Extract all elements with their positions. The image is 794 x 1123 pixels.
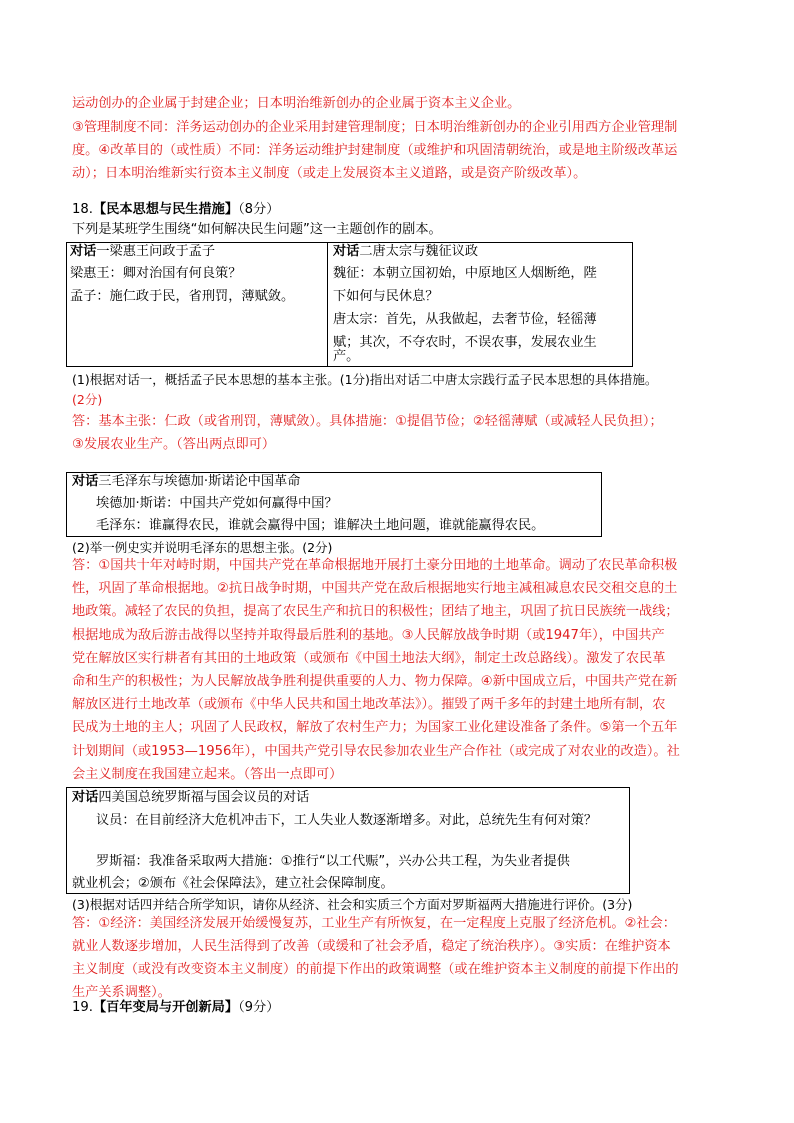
dialogue-2-line: 下如何与民休息？ <box>333 289 439 304</box>
sub-question-1: (1)根据对话一，概括孟子民本思想的基本主张。(1分)指出对话二中唐太宗践行孟子民本思想的具体措施。 <box>72 372 658 387</box>
dialogue-3-line: 埃德加·斯诺：中国共产党如何赢得中国？ <box>96 496 338 511</box>
answer-line: 动）；日本明治维新实行资本主义制度（或走上发展资本主义道路，或是资产阶级改革）。 <box>72 166 587 181</box>
answer-line: 运动创办的企业属于封建企业；日本明治维新创办的企业属于资本主义企业。 <box>72 96 521 111</box>
answer-2-line: 党在解放区实行耕者有其田的土地政策（或颁布《中国土地法大纲》，制定土改总路线）。激发了农民革 <box>72 650 666 666</box>
dialogue-4-line: 罗斯福：我准备采取两大措施：①推行“以工代赈”，兴办公共工程，为失业者提供 <box>96 854 570 869</box>
answer-1-line: 答：基本主张：仁政（或省刑罚，薄赋敛）。具体措施：①提倡节俭；②轻徭薄赋（或减轻人民负担）； <box>72 414 663 429</box>
answer-3-line: 主义制度（或没有改变资本主义制度）的前提下作出的政策调整（或在维护资本主义制度的前提下作出的 <box>72 962 679 977</box>
question-19-heading <box>72 996 279 1020</box>
dialogue-2-line: 唐太宗：首先，从我做起，去奢节俭，轻徭薄 <box>333 312 597 327</box>
dialogue-2-line: 产。 <box>333 349 360 364</box>
answer-2-line: 根据地成为敌后游击战得以坚持并取得最后胜利的基地。③人民解放战争时期（或1947年），中国共产 <box>72 627 665 643</box>
dialogue-2-title: 对话二唐太宗与魏征议政 <box>333 244 479 259</box>
dialogue-1-title: 对话一梁惠王问政于孟子 <box>70 244 216 259</box>
question-title: 【民本思想与民生措施】 <box>92 202 239 217</box>
question-title: 【百年变局与开创新局】 <box>92 1000 239 1015</box>
answer-line: 度。④改革目的（或性质）不同：洋务运动维护封建制度（或维护和巩固清朝统治，或是地主阶级改革运 <box>72 143 678 158</box>
answer-2-line: 计划期间（或1953—1956年），中国共产党引导农民参加农业生产合作社（或完成了对农业的改造）。社 <box>72 743 680 759</box>
answer-2-line: 答：①国共十年对峙时期，中国共产党在革命根据地开展打土豪分田地的土地革命。调动了农民革命积极 <box>72 558 678 573</box>
dialogue-4-line: 就业机会；②颁布《社会保障法》，建立社会保障制度。 <box>72 876 394 891</box>
dialogue-1-line: 梁惠王：卿对治国有何良策？ <box>70 266 242 281</box>
question-number: 18. <box>72 202 93 217</box>
table-divider <box>327 242 328 367</box>
answer-3-line: 答：①经济：美国经济发展开始缓慢复苏，工业生产有所恢复，在一定程度上克服了经济危机。②社会： <box>72 916 676 931</box>
question-intro: 下列是某班学生围绕“如何解决民生问题”这一主题创作的剧本。 <box>72 222 442 237</box>
sub-question-2: (2)举一例史实并说明毛泽东的思想主张。(2分) <box>72 540 333 555</box>
dialogue-3-title: 对话三毛泽东与埃德加·斯诺论中国革命 <box>72 474 301 489</box>
answer-2-line: 民成为土地的主人；巩固了人民政权，解放了农村生产力；为国家工业化建设准备了条件。⑤第一个五年 <box>72 720 678 736</box>
dialogue-1-line: 孟子：施仁政于民，省刑罚，薄赋敛。 <box>70 289 295 304</box>
question-score: （8分） <box>238 202 280 217</box>
answer-line: ③管理制度不同：洋务运动创办的企业采用封建管理制度；日本明治维新创办的企业引用西方企业管理制 <box>72 120 678 135</box>
answer-2-line: 会主义制度在我国建立起来。（答出一点即可） <box>72 766 343 782</box>
answer-1-line: ③发展农业生产。（答出两点即可） <box>72 437 276 452</box>
dialogue-4-line: 议员：在目前经济大危机冲击下，工人失业人数逐渐增多。对此，总统先生有何对策？ <box>96 813 598 828</box>
answer-3-line: 就业人数逐步增加，人民生活得到了改善（或缓和了社会矛盾，稳定了统治秩序）。③实质：在维护资本 <box>72 939 671 954</box>
dialogue-2-line: 赋；其次，不夺农时，不误农事，发展农业生 <box>333 335 597 350</box>
question-score: （9分） <box>238 1000 280 1015</box>
answer-2-line: 性，巩固了革命根据地。②抗日战争时期，中国共产党在敌后根据地实行地主减租减息农民交租交息的土 <box>72 581 678 597</box>
question-number: 19. <box>72 1000 93 1015</box>
dialogue-3-line: 毛泽东：谁赢得农民，谁就会赢得中国；谁解决土地问题，谁就能赢得农民。 <box>96 518 545 533</box>
answer-2-line: 命和生产的积极性；为人民解放战争胜利提供重要的人力、物力保障。④新中国成立后，中国共产党在新 <box>72 674 678 689</box>
answer-2-line: 地政策。减轻了农民的负担，提高了农民生产和抗日的积极性；团结了地主，巩固了抗日民族统一战线； <box>72 604 679 620</box>
dialogue-2-line: 魏征：本朝立国初始，中原地区人烟断绝，陛 <box>333 266 597 281</box>
answer-3-line: 生产关系调整）。 <box>72 985 171 1000</box>
answer-2-line: 解放区进行土地改革（或颁布《中华人民共和国土地改革法》）。摧毁了两千多年的封建土地所有制，农 <box>72 697 666 713</box>
sub-question-3: (3)根据对话四并结合所学知识，请你从经济、社会和实质三个方面对罗斯福两大措施进行评价。(3分) <box>72 897 633 912</box>
dialogue-4-title: 对话四美国总统罗斯福与国会议员的对话 <box>72 790 310 805</box>
sub-question-1-score: (2分) <box>72 392 103 407</box>
